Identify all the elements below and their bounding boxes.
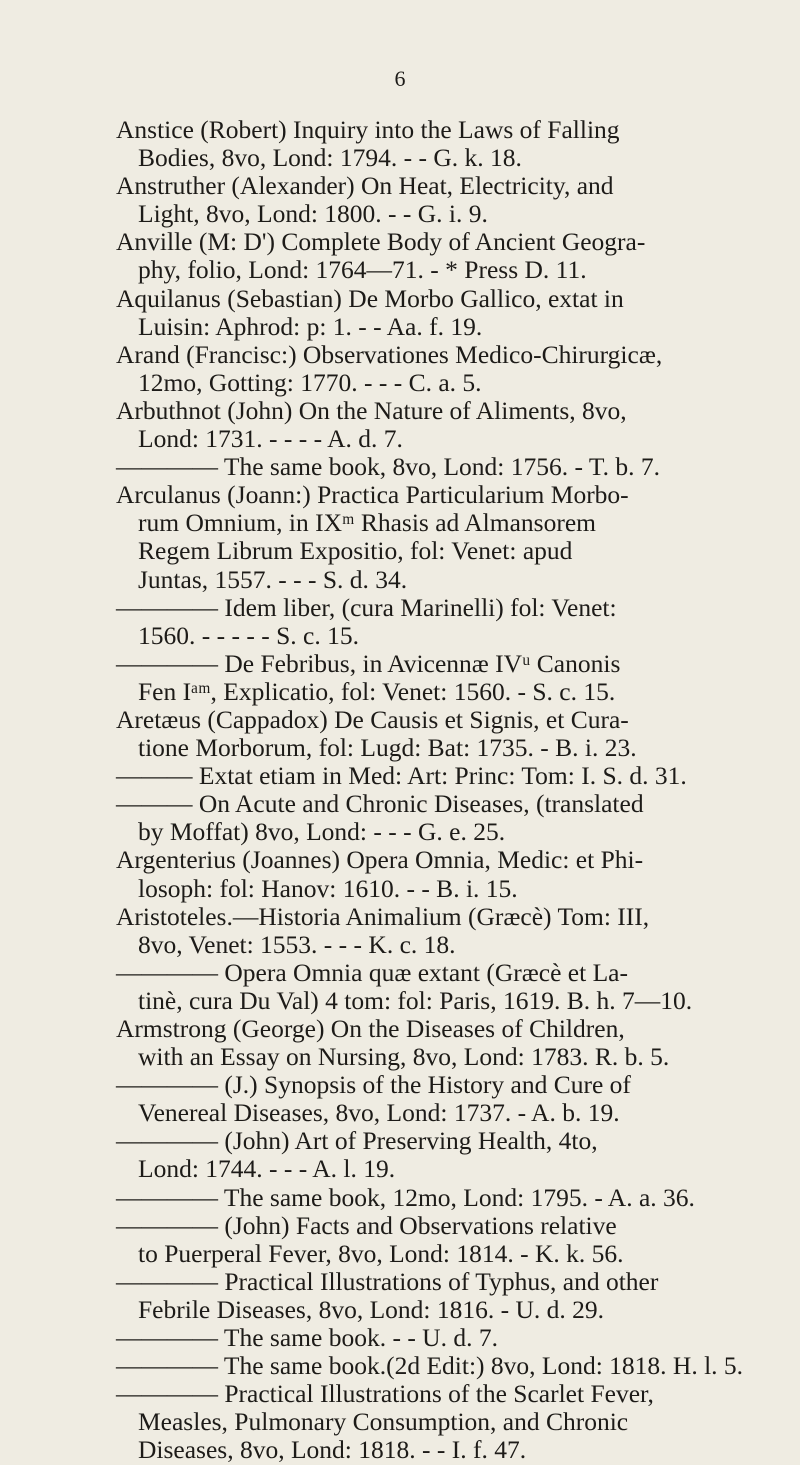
catalogue-line: ———— The same book, 12mo, Lond: 1795. - A. a. 36. <box>116 1182 695 1212</box>
catalogue-line: Measles, Pulmonary Consumption, and Chronic <box>138 1407 629 1437</box>
catalogue-line: 12mo, Gotting: 1770. - - - C. a. 5. <box>138 367 482 397</box>
catalogue-line: 8vo, Venet: 1553. - - - K. c. 18. <box>138 929 456 959</box>
catalogue-line: Arand (Francisc:) Observationes Medico-Chirurgicæ, <box>116 339 663 369</box>
catalogue-line: tinè, cura Du Val) 4 tom: fol: Paris, 1619. B. h. 7—10. <box>138 985 693 1015</box>
catalogue-line: ———— (John) Art of Preserving Health, 4to, <box>116 1126 598 1156</box>
catalogue-line: Anstice (Robert) Inquiry into the Laws of Falling <box>116 115 620 144</box>
catalogue-line: ———— (John) Facts and Observations relative <box>116 1210 617 1240</box>
catalogue-line: Aquilanus (Sebastian) De Morbo Gallico, extat in <box>116 283 624 313</box>
page-number: 6 <box>394 66 406 91</box>
catalogue-line: phy, folio, Lond: 1764—71. - * Press D. 11. <box>138 255 587 285</box>
catalogue-line: ———— The same book. - - U. d. 7. <box>116 1323 498 1353</box>
catalogue-line: with an Essay on Nursing, 8vo, Lond: 1783. R. b. 5. <box>138 1042 670 1072</box>
catalogue-line: Argenterius (Joannes) Opera Omnia, Medic: et Phi- <box>116 845 644 875</box>
catalogue-line: ———— The same book.(2d Edit:) 8vo, Lond: 1818. H. l. 5. <box>116 1351 744 1381</box>
catalogue-line: Lond: 1731. - - - - A. d. 7. <box>138 424 403 454</box>
catalogue-line: Luisin: Aphrod: p: 1. - - Aa. f. 19. <box>138 311 483 341</box>
catalogue-line: ———— The same book, 8vo, Lond: 1756. - T. b. 7. <box>116 452 660 482</box>
catalogue-line: Febrile Diseases, 8vo, Lond: 1816. - U. d. 29. <box>138 1294 605 1324</box>
catalogue-line: Arculanus (Joann:) Practica Particularium Morbo- <box>116 480 629 510</box>
catalogue-line: ———— Practical Illustrations of the Scarlet Fever, <box>116 1379 654 1409</box>
catalogue-line: rum Omnium, in IXᵐ Rhasis ad Almansorem <box>138 508 596 538</box>
catalogue-line: losoph: fol: Hanov: 1610. - - B. i. 15. <box>138 873 518 903</box>
catalogue-line: ———— (J.) Synopsis of the History and Cure of <box>116 1070 631 1100</box>
catalogue-entries <box>116 116 766 1465</box>
catalogue-line: Bodies, 8vo, Lond: 1794. - - G. k. 18. <box>138 143 522 173</box>
catalogue-line: 1560. - - - - - S. c. 15. <box>138 620 359 650</box>
catalogue-line: Aretæus (Cappadox) De Causis et Signis, et Cura- <box>116 704 629 734</box>
catalogue-line: Regem Librum Expositio, fol: Venet: apud <box>138 536 573 566</box>
catalogue-line: Anstruther (Alexander) On Heat, Electricity, and <box>116 171 614 201</box>
catalogue-line: Lond: 1744. - - - A. l. 19. <box>138 1154 396 1184</box>
catalogue-line: Diseases, 8vo, Lond: 1818. - - I. f. 47. <box>138 1435 527 1465</box>
catalogue-line: Arbuthnot (John) On the Nature of Aliments, 8vo, <box>116 395 627 425</box>
catalogue-line: tione Morborum, fol: Lugd: Bat: 1735. - B. i. 23. <box>138 733 637 763</box>
catalogue-line: ———— Practical Illustrations of Typhus, and other <box>116 1266 659 1296</box>
catalogue-line: ———— Idem liber, (cura Marinelli) fol: Venet: <box>116 592 617 622</box>
catalogue-line: Armstrong (George) On the Diseases of Children, <box>116 1014 625 1043</box>
catalogue-line: Aristoteles.—Historia Animalium (Græcè) Tom: III, <box>116 901 650 931</box>
catalogue-line: Fen Iᵃᵐ, Explicatio, fol: Venet: 1560. - S. c. 15. <box>138 676 616 706</box>
catalogue-line: ——— Extat etiam in Med: Art: Princ: Tom: I. S. d. 31. <box>116 761 687 791</box>
catalogue-line: ———— Opera Omnia quæ extant (Græcè et La- <box>116 957 628 987</box>
catalogue-line: Venereal Diseases, 8vo, Lond: 1737. - A. b. 19. <box>138 1098 620 1128</box>
catalogue-line: to Puerperal Fever, 8vo, Lond: 1814. - K. k. 56. <box>138 1238 624 1268</box>
catalogue-line: Anville (M: D') Complete Body of Ancient Geogra- <box>116 227 646 257</box>
catalogue-line: by Moffat) 8vo, Lond: - - - G. e. 25. <box>138 817 506 847</box>
catalogue-line: Light, 8vo, Lond: 1800. - - G. i. 9. <box>138 199 488 229</box>
catalogue-line: Juntas, 1557. - - - S. d. 34. <box>138 564 408 594</box>
catalogue-line: ———— De Febribus, in Avicennæ IVᵘ Canonis <box>116 648 621 678</box>
catalogue-line: ——— On Acute and Chronic Diseases, (translated <box>116 789 644 819</box>
